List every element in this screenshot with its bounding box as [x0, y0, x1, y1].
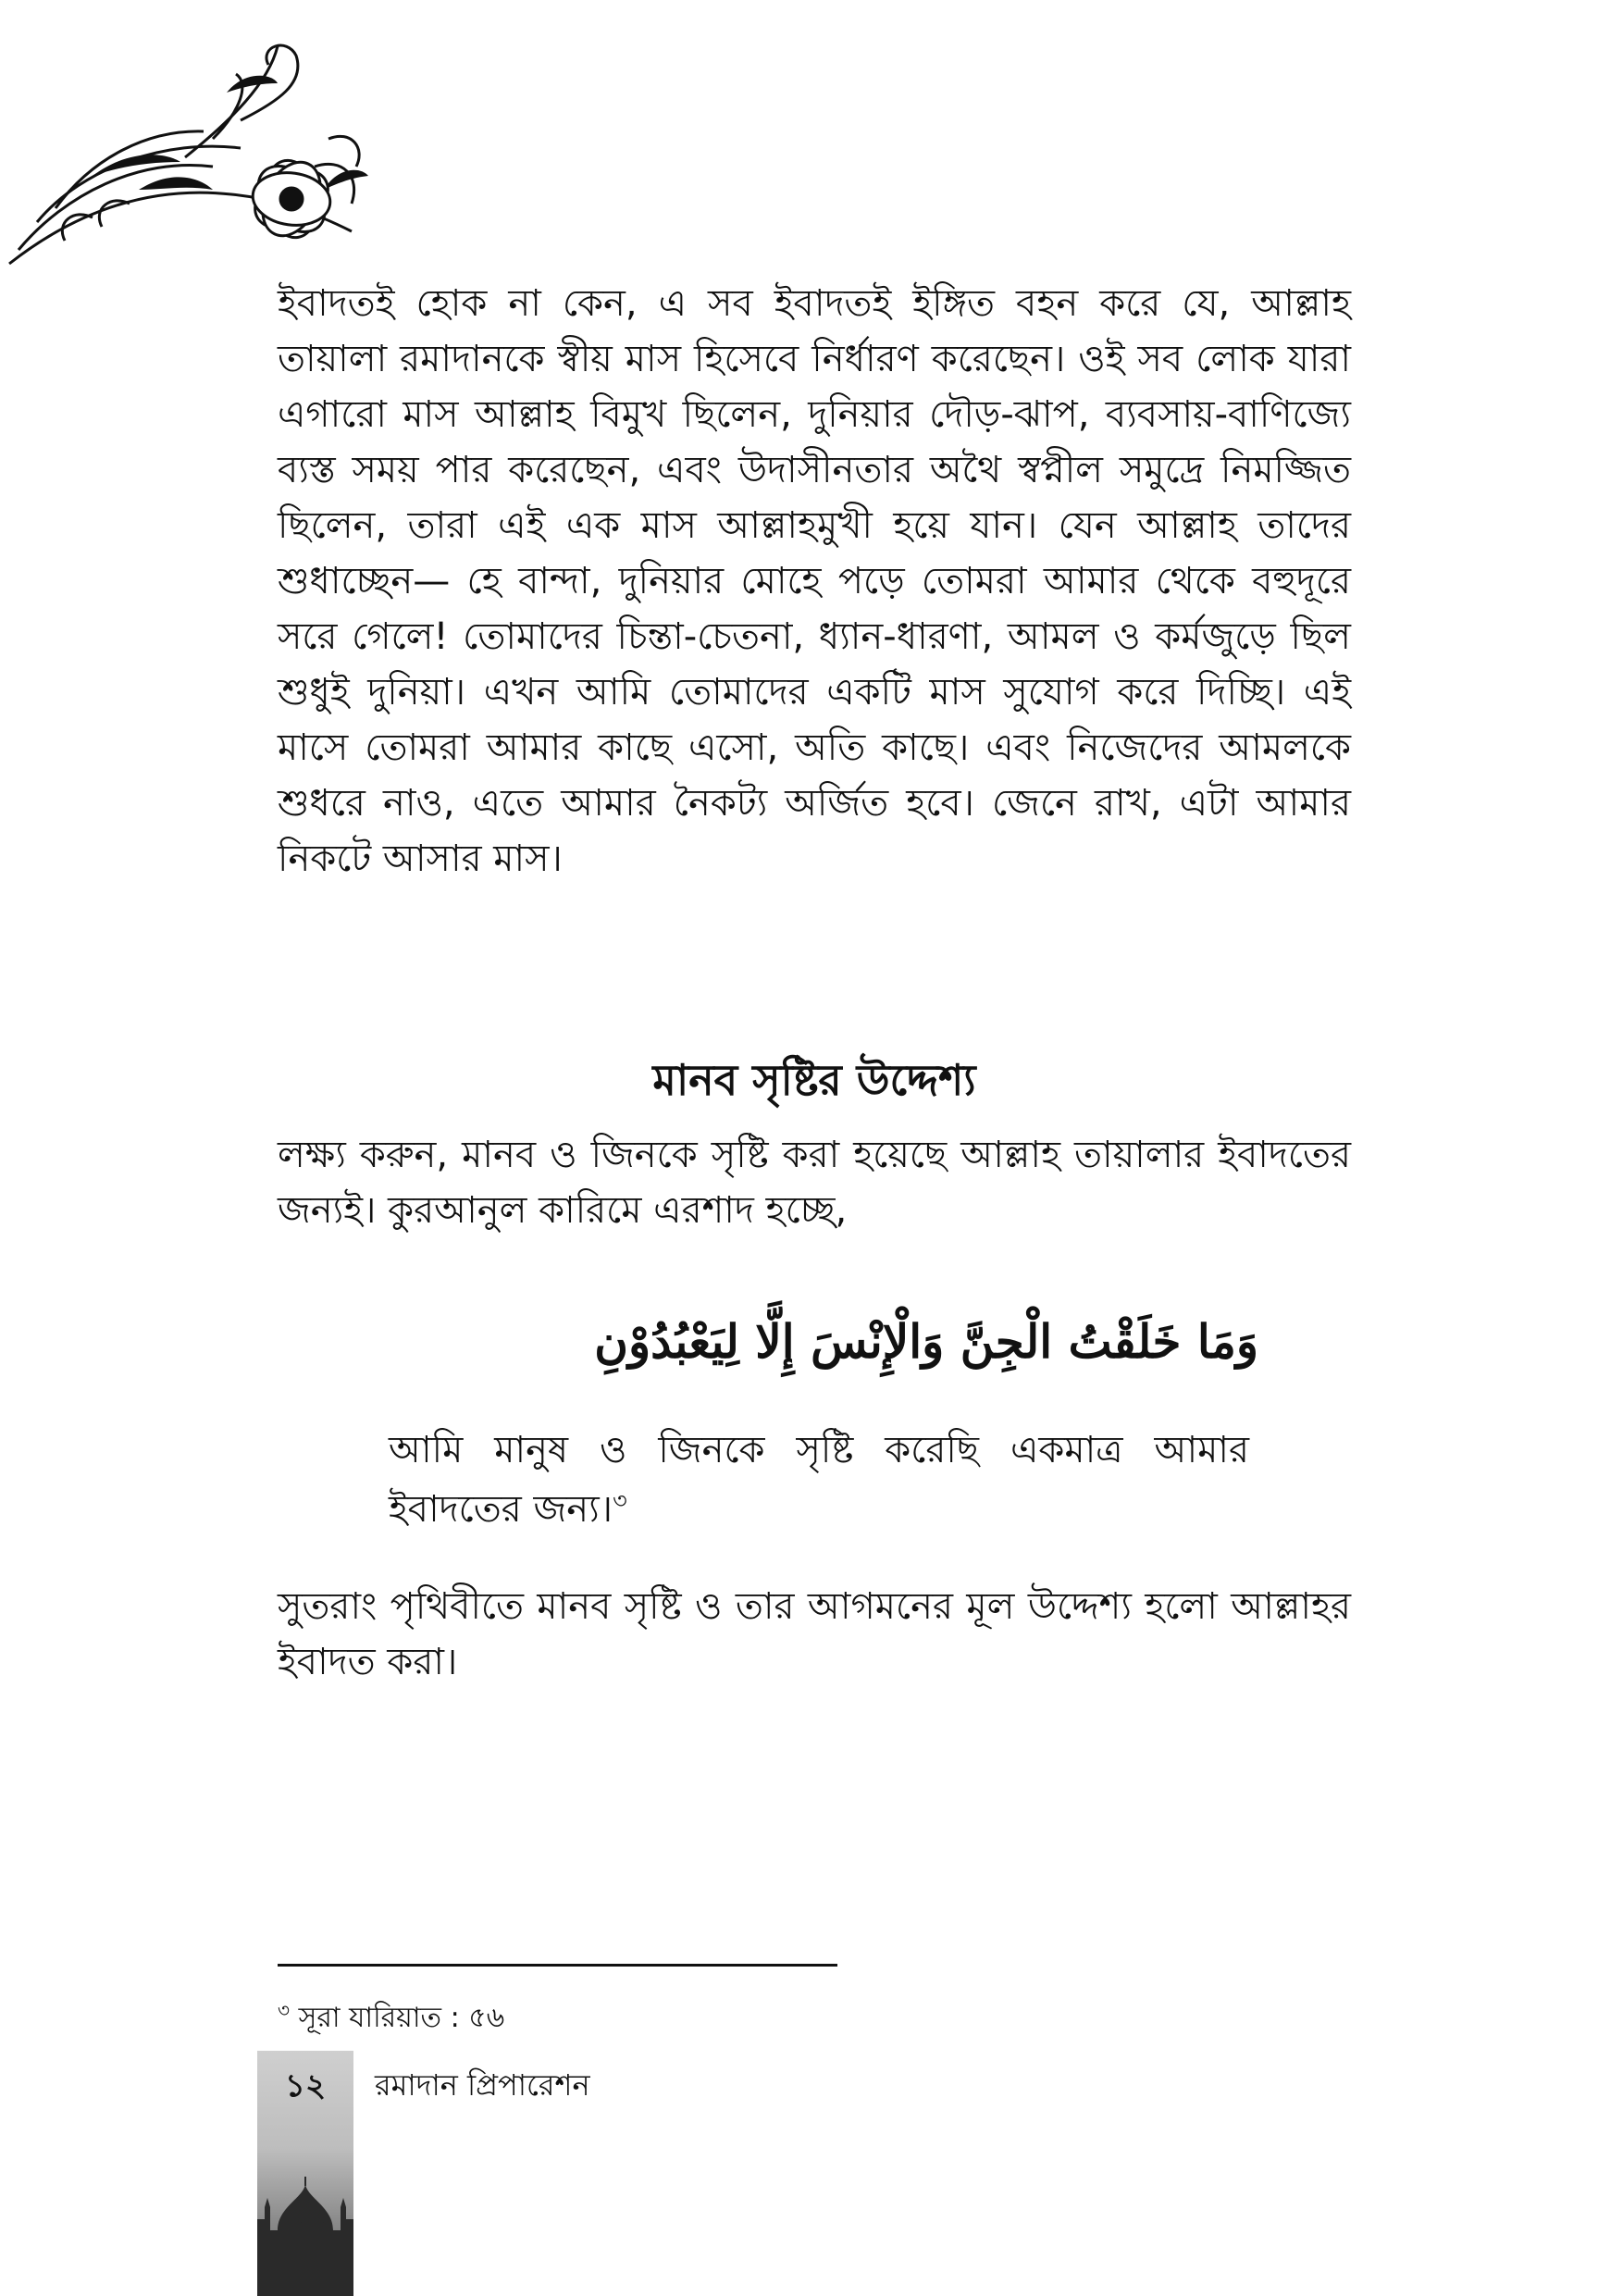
purpose-paragraph: লক্ষ্য করুন, মানব ও জিনকে সৃষ্টি করা হয়েছে আল্লাহ তায়ালার ইবাদতের জন্যই। কুরআনুল কারিমে এরশাদ হচ্ছে,	[278, 1134, 1351, 1232]
footnote-marker: ৩	[278, 1999, 291, 2021]
arabic-verse: وَمَا خَلَقْتُ الْجِنَّ وَالْإِنْسَ إِلَّا لِيَعْبُدُوْنِ	[594, 1314, 1258, 1369]
translation-quote	[389, 1421, 1249, 1539]
intro-paragraph: ইবাদতই হোক না কেন, এ সব ইবাদতই ইঙ্গিত বহন করে যে, আল্লাহ তায়ালা রমাদানকে স্বীয় মাস হিসেবে নির্ধারণ করেছেন। ওই সব লোক যারা এগারো মাস আল্লাহ বিমুখ ছিলেন, দুনিয়ার দৌড়-ঝাপ, ব্যবসায়-বাণিজ্যে ব্যস্ত সময় পার করেছেন, এবং উদাসীনতার অথৈ স্বপ্নীল সমুদ্রে নিমজ্জিত ছিলেন, তারা এই এক মাস আল্লাহমুখী হয়ে যান। যেন আল্লাহ তাদের শুধাচ্ছেন— হে বান্দা, দুনিয়ার মোহে পড়ে তোমরা আমার থেকে বহুদূরে সরে গেলে! তোমাদের চিন্তা-চেতনা, ধ্যান-ধারণা, আমল ও কর্মজুড়ে ছিল শুধুই দুনিয়া। এখন আমি তোমাদের একটি মাস সুযোগ করে দিচ্ছি। এই মাসে তোমরা আমার কাছে এসো, অতি কাছে। এবং নিজেদের আমলকে শুধরে নাও, এতে আমার নৈকট্য অর্জিত হবে। জেনে রাখ, এটা আমার নিকটে আসার মাস।	[278, 282, 1351, 880]
conclusion-paragraph: সুতরাং পৃথিবীতে মানব সৃষ্টি ও তার আগমনের মূল উদ্দেশ্য হলো আল্লাহর ইবাদত করা।	[278, 1585, 1351, 1683]
mosque-silhouette-icon	[257, 2156, 353, 2296]
section-heading: মানব সৃষ্টির উদ্দেশ্য	[652, 1055, 976, 1105]
translation-text: আমি মানুষ ও জিনকে সৃষ্টি করেছি একমাত্র আমার ইবাদতের জন্য।	[389, 1429, 1249, 1531]
footnote-text: সূরা যারিয়াত : ৫৬	[298, 2002, 505, 2034]
footnote	[278, 1990, 504, 2039]
floral-ornament-icon	[0, 28, 389, 296]
footnote-divider	[278, 1964, 837, 1967]
running-title: রমাদান প্রিপারেশন	[375, 2067, 590, 2103]
page-number: ১২	[284, 2067, 327, 2104]
footnote-reference: ৩	[613, 1487, 627, 1514]
